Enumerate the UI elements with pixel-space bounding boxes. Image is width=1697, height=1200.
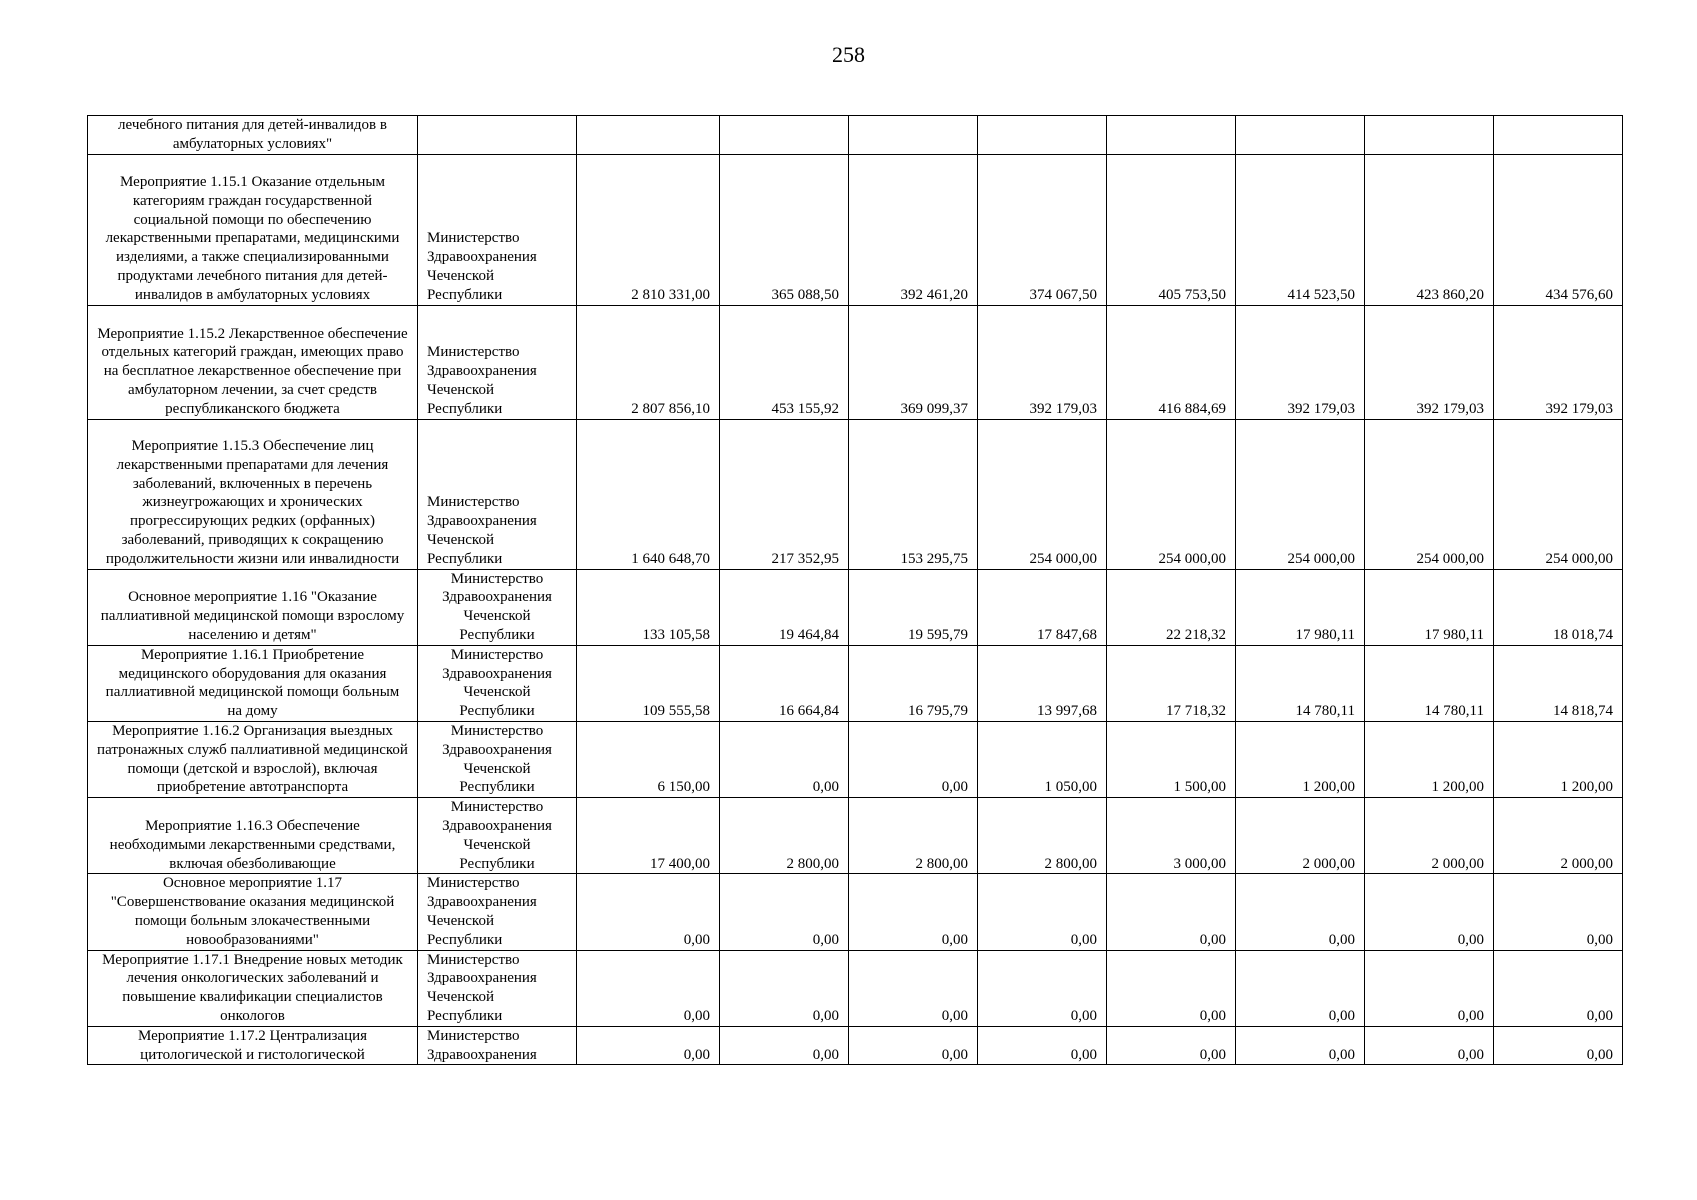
year-amount-cell: 0,00 — [720, 1026, 849, 1065]
total-amount-cell — [577, 116, 720, 155]
year-amount-cell: 1 500,00 — [1107, 721, 1236, 797]
activity-description-cell: Мероприятие 1.17.1 Внедрение новых методик лечения онкологических заболеваний и повышение квалификации специалистов онкологов — [88, 950, 418, 1026]
year-amount-cell: 0,00 — [849, 950, 978, 1026]
table-row — [88, 798, 1623, 874]
year-amount-cell: 0,00 — [1365, 1026, 1494, 1065]
total-amount-cell: 2 807 856,10 — [577, 305, 720, 419]
year-amount-cell — [1107, 116, 1236, 155]
executor-cell: Министерство Здравоохранения Чеченской Республики — [418, 305, 577, 419]
year-amount-cell: 19 464,84 — [720, 569, 849, 645]
activity-description-cell: лечебного питания для детей-инвалидов в амбулаторных условиях" — [88, 116, 418, 155]
year-amount-cell: 16 664,84 — [720, 645, 849, 721]
total-amount-cell: 133 105,58 — [577, 569, 720, 645]
year-amount-cell: 14 780,11 — [1236, 645, 1365, 721]
table-row — [88, 645, 1623, 721]
total-amount-cell: 0,00 — [577, 874, 720, 950]
budget-table-body — [88, 116, 1623, 1065]
year-amount-cell: 0,00 — [1236, 1026, 1365, 1065]
year-amount-cell: 17 980,11 — [1236, 569, 1365, 645]
total-amount-cell: 0,00 — [577, 1026, 720, 1065]
year-amount-cell: 1 200,00 — [1494, 721, 1623, 797]
budget-table — [87, 115, 1623, 1065]
year-amount-cell: 0,00 — [1236, 874, 1365, 950]
year-amount-cell: 1 050,00 — [978, 721, 1107, 797]
table-row — [88, 874, 1623, 950]
year-amount-cell: 217 352,95 — [720, 419, 849, 569]
activity-description-cell: Мероприятие 1.16.2 Организация выездных патронажных служб паллиативной медицинской помощи (детской и взрослой), включая приобретение автотранспорта — [88, 721, 418, 797]
table-row — [88, 116, 1623, 155]
executor-cell: Министерство Здравоохранения Чеченской Республики — [418, 645, 577, 721]
executor-cell: Министерство Здравоохранения Чеченской Республики — [418, 154, 577, 305]
year-amount-cell: 2 800,00 — [849, 798, 978, 874]
total-amount-cell: 0,00 — [577, 950, 720, 1026]
activity-description-cell: Основное мероприятие 1.17 "Совершенствование оказания медицинской помощи больным злокачественными новообразованиями" — [88, 874, 418, 950]
total-amount-cell: 6 150,00 — [577, 721, 720, 797]
year-amount-cell: 2 800,00 — [720, 798, 849, 874]
executor-cell: Министерство Здравоохранения Чеченской Республики — [418, 950, 577, 1026]
year-amount-cell: 254 000,00 — [1107, 419, 1236, 569]
year-amount-cell: 254 000,00 — [1365, 419, 1494, 569]
year-amount-cell: 0,00 — [978, 874, 1107, 950]
year-amount-cell — [720, 116, 849, 155]
total-amount-cell: 109 555,58 — [577, 645, 720, 721]
year-amount-cell: 16 795,79 — [849, 645, 978, 721]
year-amount-cell: 392 179,03 — [1494, 305, 1623, 419]
total-amount-cell: 1 640 648,70 — [577, 419, 720, 569]
table-row — [88, 419, 1623, 569]
year-amount-cell — [1494, 116, 1623, 155]
year-amount-cell — [1236, 116, 1365, 155]
year-amount-cell: 392 179,03 — [978, 305, 1107, 419]
year-amount-cell: 0,00 — [978, 950, 1107, 1026]
year-amount-cell: 416 884,69 — [1107, 305, 1236, 419]
year-amount-cell: 0,00 — [1236, 950, 1365, 1026]
year-amount-cell: 1 200,00 — [1365, 721, 1494, 797]
executor-cell: Министерство Здравоохранения Чеченской Республики — [418, 798, 577, 874]
year-amount-cell: 0,00 — [720, 721, 849, 797]
activity-description-cell: Основное мероприятие 1.16 "Оказание паллиативной медицинской помощи взрослому населению и детям" — [88, 569, 418, 645]
page-number: 258 — [832, 42, 865, 67]
year-amount-cell: 0,00 — [1107, 950, 1236, 1026]
year-amount-cell: 392 179,03 — [1365, 305, 1494, 419]
activity-description-cell: Мероприятие 1.15.1 Оказание отдельным категориям граждан государственной социальной помощи по обеспечению лекарственными препаратами, медицинскими изделиями, а также специализированными продуктами лечебного питания для детей-инвалидов в амбулаторных условиях — [88, 154, 418, 305]
executor-cell: Министерство Здравоохранения Чеченской Республики — [418, 569, 577, 645]
year-amount-cell: 3 000,00 — [1107, 798, 1236, 874]
year-amount-cell: 0,00 — [849, 1026, 978, 1065]
year-amount-cell: 0,00 — [849, 721, 978, 797]
year-amount-cell: 0,00 — [1494, 1026, 1623, 1065]
year-amount-cell: 392 461,20 — [849, 154, 978, 305]
year-amount-cell: 22 218,32 — [1107, 569, 1236, 645]
year-amount-cell: 2 800,00 — [978, 798, 1107, 874]
year-amount-cell: 14 818,74 — [1494, 645, 1623, 721]
table-row — [88, 305, 1623, 419]
year-amount-cell: 0,00 — [1107, 874, 1236, 950]
table-row — [88, 154, 1623, 305]
year-amount-cell: 17 847,68 — [978, 569, 1107, 645]
year-amount-cell — [1365, 116, 1494, 155]
year-amount-cell: 2 000,00 — [1365, 798, 1494, 874]
year-amount-cell: 13 997,68 — [978, 645, 1107, 721]
year-amount-cell: 153 295,75 — [849, 419, 978, 569]
activity-description-cell: Мероприятие 1.17.2 Централизация цитологической и гистологической — [88, 1026, 418, 1065]
year-amount-cell: 0,00 — [1365, 874, 1494, 950]
year-amount-cell: 414 523,50 — [1236, 154, 1365, 305]
executor-cell: Министерство Здравоохранения Чеченской Республики — [418, 721, 577, 797]
executor-cell: Министерство Здравоохранения Чеченской Республики — [418, 419, 577, 569]
year-amount-cell: 254 000,00 — [978, 419, 1107, 569]
year-amount-cell: 423 860,20 — [1365, 154, 1494, 305]
table-row — [88, 950, 1623, 1026]
activity-description-cell: Мероприятие 1.15.2 Лекарственное обеспечение отдельных категорий граждан, имеющих право на бесплатное лекарственное обеспечение при амбулаторном лечении, за счет средств республиканского бюджета — [88, 305, 418, 419]
year-amount-cell: 0,00 — [1365, 950, 1494, 1026]
year-amount-cell: 0,00 — [720, 874, 849, 950]
total-amount-cell: 17 400,00 — [577, 798, 720, 874]
year-amount-cell: 0,00 — [1107, 1026, 1236, 1065]
total-amount-cell: 2 810 331,00 — [577, 154, 720, 305]
year-amount-cell: 18 018,74 — [1494, 569, 1623, 645]
table-row — [88, 569, 1623, 645]
executor-cell: Министерство Здравоохранения Чеченской Республики — [418, 874, 577, 950]
year-amount-cell: 0,00 — [849, 874, 978, 950]
year-amount-cell: 254 000,00 — [1494, 419, 1623, 569]
table-row — [88, 721, 1623, 797]
year-amount-cell: 1 200,00 — [1236, 721, 1365, 797]
year-amount-cell: 453 155,92 — [720, 305, 849, 419]
year-amount-cell: 0,00 — [1494, 950, 1623, 1026]
activity-description-cell: Мероприятие 1.15.3 Обеспечение лиц лекарственными препаратами для лечения заболеваний, включенных в перечень жизнеугрожающих и хронических прогрессирующих редких (орфанных) заболеваний, приводящих к сокращению продолжительности жизни или инвалидности — [88, 419, 418, 569]
year-amount-cell: 254 000,00 — [1236, 419, 1365, 569]
year-amount-cell: 369 099,37 — [849, 305, 978, 419]
year-amount-cell: 17 980,11 — [1365, 569, 1494, 645]
year-amount-cell: 2 000,00 — [1236, 798, 1365, 874]
year-amount-cell — [849, 116, 978, 155]
year-amount-cell: 19 595,79 — [849, 569, 978, 645]
year-amount-cell: 374 067,50 — [978, 154, 1107, 305]
year-amount-cell: 392 179,03 — [1236, 305, 1365, 419]
year-amount-cell: 365 088,50 — [720, 154, 849, 305]
year-amount-cell — [978, 116, 1107, 155]
year-amount-cell: 17 718,32 — [1107, 645, 1236, 721]
year-amount-cell: 0,00 — [978, 1026, 1107, 1065]
year-amount-cell: 434 576,60 — [1494, 154, 1623, 305]
year-amount-cell: 2 000,00 — [1494, 798, 1623, 874]
year-amount-cell: 405 753,50 — [1107, 154, 1236, 305]
activity-description-cell: Мероприятие 1.16.3 Обеспечение необходимыми лекарственными средствами, включая обезболивающие — [88, 798, 418, 874]
activity-description-cell: Мероприятие 1.16.1 Приобретение медицинского оборудования для оказания паллиативной медицинской помощи больным на дому — [88, 645, 418, 721]
year-amount-cell: 0,00 — [1494, 874, 1623, 950]
year-amount-cell: 14 780,11 — [1365, 645, 1494, 721]
executor-cell — [418, 116, 577, 155]
executor-cell: Министерство Здравоохранения — [418, 1026, 577, 1065]
table-row — [88, 1026, 1623, 1065]
year-amount-cell: 0,00 — [720, 950, 849, 1026]
